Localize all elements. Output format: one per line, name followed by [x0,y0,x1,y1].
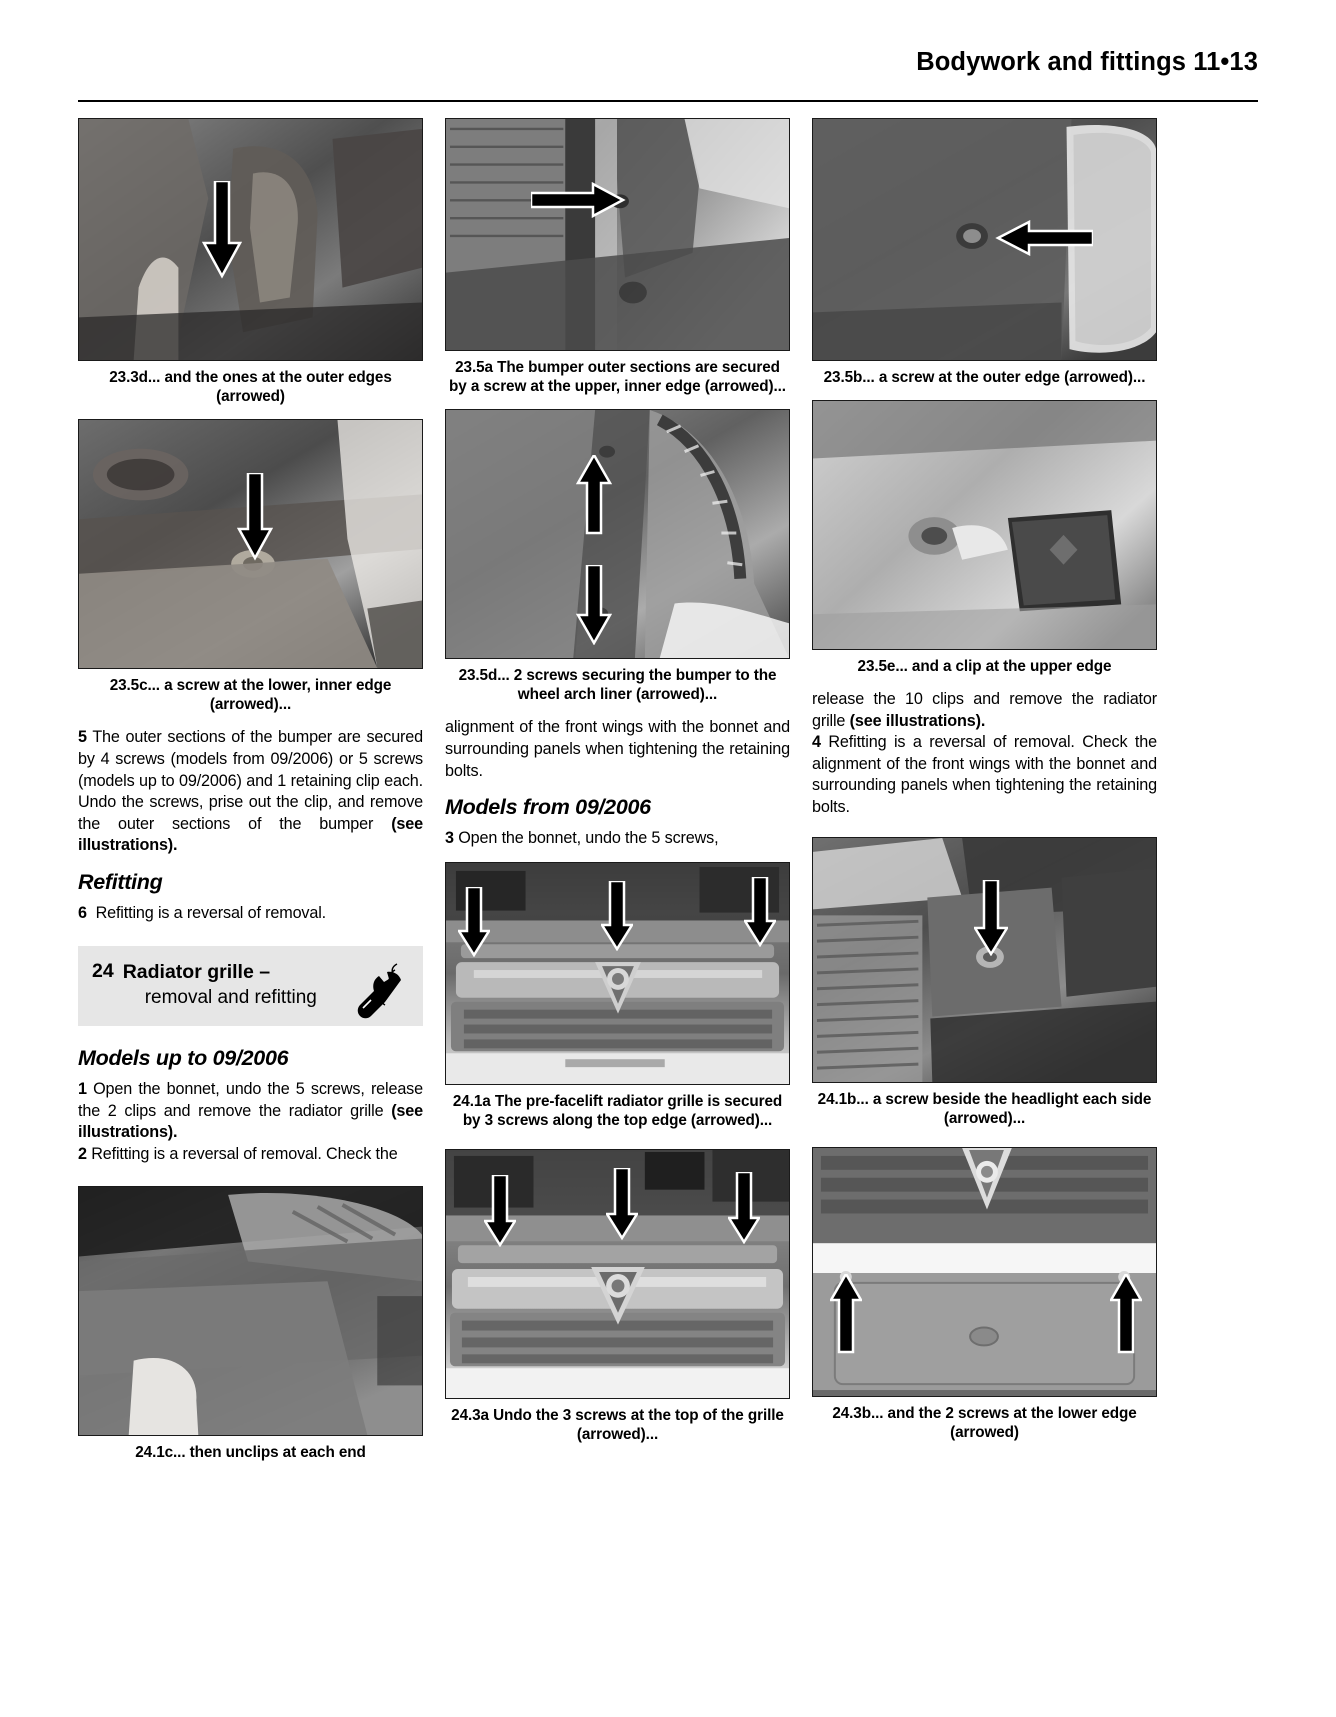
heading-models-from: Models from 09/2006 [445,795,651,820]
photo-24-3a [445,1149,790,1399]
paragraph-number: 5 [78,728,87,747]
paragraph-text: Open the bonnet, undo the 5 screws, [458,829,719,848]
figure-24-3b [812,1147,1157,1442]
photo-24-1b [812,837,1157,1083]
photo-content [446,410,789,658]
annotation-arrow-right [531,182,626,218]
photo-content [813,401,1156,649]
paragraph-1 [78,1079,423,1144]
section-heading-box-24 [78,946,423,1026]
figure-caption: 24.1a The pre-facelift radiator grille is secured by 3 screws along the top edge (arrowed)... [452,1092,783,1129]
paragraph-bold-tail: (see illustrations). [78,1101,423,1142]
photo-content [813,838,1156,1082]
photo-23-5e [812,400,1157,650]
page-header [78,48,1258,100]
photo-23-5b [812,118,1157,361]
figure-caption: 23.5a The bumper outer sections are secured by a screw at the upper, inner edge (arrowed)... [449,359,786,396]
annotation-arrow-down [601,881,633,951]
figure-caption: 24.1c... then unclips at each end [135,1444,366,1462]
paragraph-text: Refitting is a reversal of removal. [95,903,327,922]
figure-caption: 23.5b... a screw at the outer edge (arrowed)... [823,369,1146,386]
photo-artwork [446,410,789,658]
figure-caption: 23.5d... 2 screws securing the bumper to the wheel arch liner (arrowed)... [458,667,777,704]
figure-23-5e [812,400,1157,676]
photo-artwork [813,401,1156,649]
figure-23-5b [812,118,1157,387]
figure-23-5c [78,419,423,714]
heading-refitting: Refitting [78,869,163,894]
annotation-arrow-up [1110,1274,1142,1354]
paragraph-4 [812,732,1157,818]
paragraph-number: 2 [78,1144,87,1163]
page-content [78,118,1258,1476]
figure-23-3d [78,118,423,406]
photo-artwork [813,1148,1156,1396]
header-divider [78,100,1258,102]
paragraph-text: The outer sections of the bumper are secured by 4 screws (models from 09/2006) or 5 screws (models up to 09/2006) and 1 retaining clip each. Undo the screws, prise out the clip, and remove the outer sections of the bumper [78,728,423,833]
heading-models-up-to: Models up to 09/2006 [78,1046,289,1071]
figure-caption: 23.5c... a screw at the lower, inner edge (arrowed)... [109,677,392,714]
photo-23-5d [445,409,790,659]
photo-23-3d [78,118,423,361]
column-2 [445,118,790,1457]
annotation-arrow-left [995,220,1093,256]
paragraph-continued-col2: alignment of the front wings with the bonnet and surrounding panels when tightening the retaining bolts. [445,718,790,780]
photo-artwork [813,119,1156,360]
photo-content [79,420,422,668]
paragraph-number: 4 [812,733,821,752]
paragraph-3 [445,828,790,850]
spanner-icon-art [351,958,409,1022]
paragraph-6 [78,903,423,925]
paragraph-5 [78,727,423,856]
section-title-line-1: Radiator grille – [122,961,271,984]
photo-24-3b [812,1147,1157,1397]
photo-artwork [79,1187,422,1435]
paragraph-bold-tail: (see illustrations). [849,711,986,730]
three-column-grid [78,118,1258,1476]
photo-content [79,1187,422,1435]
annotation-arrow-down [202,181,242,279]
annotation-arrow-up [830,1274,862,1354]
column-3 [812,118,1157,1455]
figure-24-1a [445,862,790,1130]
paragraph-number: 3 [445,829,454,848]
section-title [123,960,317,1010]
paragraph-number: 1 [78,1080,87,1099]
section-title-line-2: removal and refitting [144,986,317,1008]
figure-23-5d [445,409,790,704]
section-number: 24 [92,960,114,983]
figure-caption: 24.1b... a screw beside the headlight each side (arrowed)... [817,1090,1152,1127]
paragraph-number: 6 [78,903,87,922]
figure-caption: 23.3d... and the ones at the outer edges (arrowed) [109,369,392,406]
paragraph-text: Refitting is a reversal of removal. Check the alignment of the front wings with the bonnet and surrounding panels when tightening the retaining bolts. [812,733,1157,816]
figure-24-3a [445,1149,790,1444]
annotation-arrow-up [576,455,612,535]
figure-caption: 24.3b... and the 2 screws at the lower edge (arrowed) [832,1404,1137,1441]
annotation-arrow-down [576,565,612,645]
page-title: Bodywork and fittings 11•13 [916,48,1258,76]
photo-content [446,863,789,1084]
spanner-icon [351,958,409,1022]
annotation-arrow-down [744,877,776,947]
photo-content [446,1150,789,1398]
photo-artwork [813,838,1156,1082]
figure-23-5a [445,118,790,396]
annotation-arrow-down [237,473,273,561]
paragraph-bold-tail: (see illustrations). [78,814,423,855]
photo-24-1a [445,862,790,1085]
photo-artwork [79,119,422,360]
photo-23-5c [78,419,423,669]
paragraph-text: Open the bonnet, undo the 5 screws, release the 2 clips and remove the radiator grille [78,1080,423,1120]
annotation-arrow-down [974,880,1008,956]
column-1 [78,118,423,1476]
photo-23-5a [445,118,790,351]
paragraph-text: Refitting is a reversal of removal. Check the [91,1144,398,1163]
figure-24-1b [812,837,1157,1128]
paragraph-text: release the 10 clips and remove the radiator grille [812,690,1157,730]
photo-content [813,119,1156,360]
figure-caption: 23.5e... and a clip at the upper edge [857,658,1112,676]
figure-24-1c [78,1186,423,1462]
photo-content [79,119,422,360]
annotation-arrow-down [606,1168,638,1240]
figure-caption: 24.3a Undo the 3 screws at the top of the grille (arrowed)... [451,1406,784,1443]
annotation-arrow-down [484,1175,516,1247]
photo-content [813,1148,1156,1396]
photo-artwork [446,119,789,350]
paragraph-2 [78,1144,423,1166]
annotation-arrow-down [728,1172,760,1244]
annotation-arrow-down [458,887,490,957]
paragraph-continued-col3 [812,689,1157,732]
photo-24-1c [78,1186,423,1436]
photo-content [446,119,789,350]
